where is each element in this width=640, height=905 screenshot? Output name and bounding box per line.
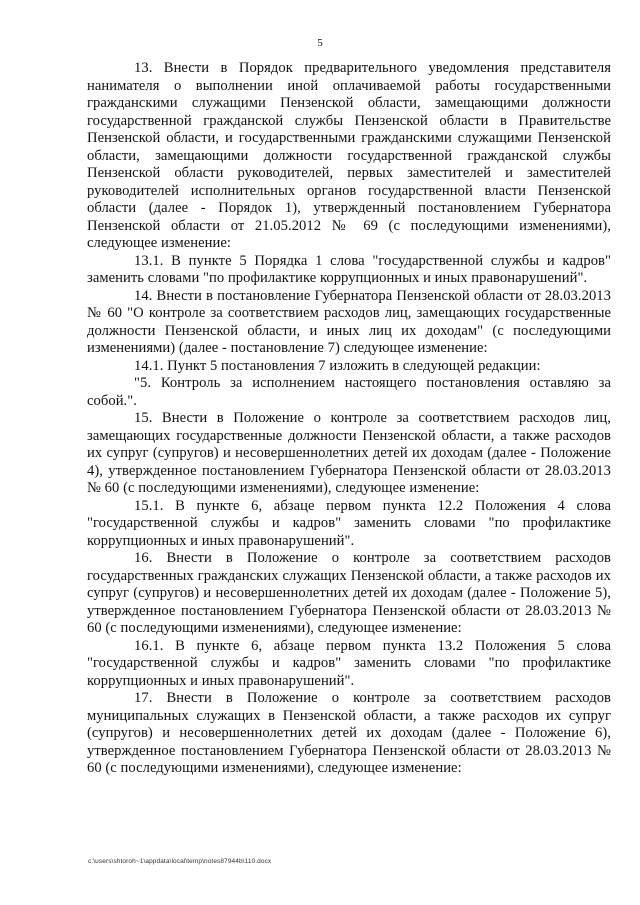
- paragraph-15-1: 15.1. В пункте 6, абзаце первом пункта 12.2 Положения 4 слова "государственной службы и кадров" заменить словами "по профилактике коррупционных и иных правонарушений".: [87, 497, 611, 549]
- paragraph-14-1: 14.1. Пункт 5 постановления 7 изложить в следующей редакции:: [134, 357, 541, 374]
- paragraph-15: 15. Внести в Положение о контроле за соответствием расходов лиц, замещающих государственные должности Пензенской области, а также расходов их супруг (супругов) и несовершеннолетних детей их доходам (далее - Положение 4), утвержденное постановлением Губернатора Пензенской области от 28.03.2013 № 60 (с последующими изменениями), следующее изменение:: [87, 410, 611, 496]
- paragraph-13-1: 13.1. В пункте 5 Порядка 1 слова "государственной службы и кадров" заменить словами "по профилактике коррупционных и иных правонарушений".: [87, 252, 611, 286]
- paragraph-13: 13. Внести в Порядок предварительного уведомления представителя нанимателя о выполнении иной оплачиваемой работы государственными гражданскими служащими Пензенской области, замещающими должности государственной гражданской службы Пензенской области в Правительстве Пензенской области, и государственными гражданскими служащими Пензенской области, замещающими должности государственной гражданской службы Пензенской области руководителей, первых заместителей и заместителей руководителей исполнительных органов государственной власти Пензенской области (далее - Порядок 1), утвержденный постановлением Губернатора Пензенской области от 21.05.2012 № 69 (с последующими изменениями), следующее изменение:: [87, 60, 611, 251]
- paragraph-14: 14. Внести в постановление Губернатора Пензенской области от 28.03.2013 № 60 "О контроле за соответствием расходов лиц, замещающих государственные должности Пензенской области, и иных лиц их доходам" (с последующими изменениями) (далее - постановление 7) следующее изменение:: [87, 287, 611, 356]
- paragraph-14-1-text: "5. Контроль за исполнением настоящего постановления оставляю за собой.".: [87, 375, 611, 409]
- paragraph-16-1: 16.1. В пункте 6, абзаце первом пункта 13.2 Положения 5 слова "государственной службы и кадров" заменить словами "по профилактике коррупционных и иных правонарушений".: [87, 637, 611, 689]
- footer-file-path: c:\users\shtoroh~1\appdata\local\temp\notes87944b\110.docx: [88, 858, 272, 865]
- paragraph-17: 17. Внести в Положение о контроле за соответствием расходов муниципальных служащих в Пензенской области, а также расходов их супруг (супругов) и несовершеннолетних детей их доходам (далее - Положение 6), утвержденное постановлением Губернатора Пензенской области от 28.03.2013 № 60 (с последующими изменениями), следующее изменение:: [87, 690, 611, 776]
- paragraph-16: 16. Внести в Положение о контроле за соответствием расходов государственных гражданских служащих Пензенской области, а также расходов их супруг (супругов) и несовершеннолетних детей их доходам (далее - Положение 5), утвержденное постановлением Губернатора Пензенской области от 28.03.2013 № 60 (с последующими изменениями), следующее изменение:: [87, 550, 611, 636]
- document-body: [87, 60, 611, 778]
- page-number: 5: [317, 37, 323, 49]
